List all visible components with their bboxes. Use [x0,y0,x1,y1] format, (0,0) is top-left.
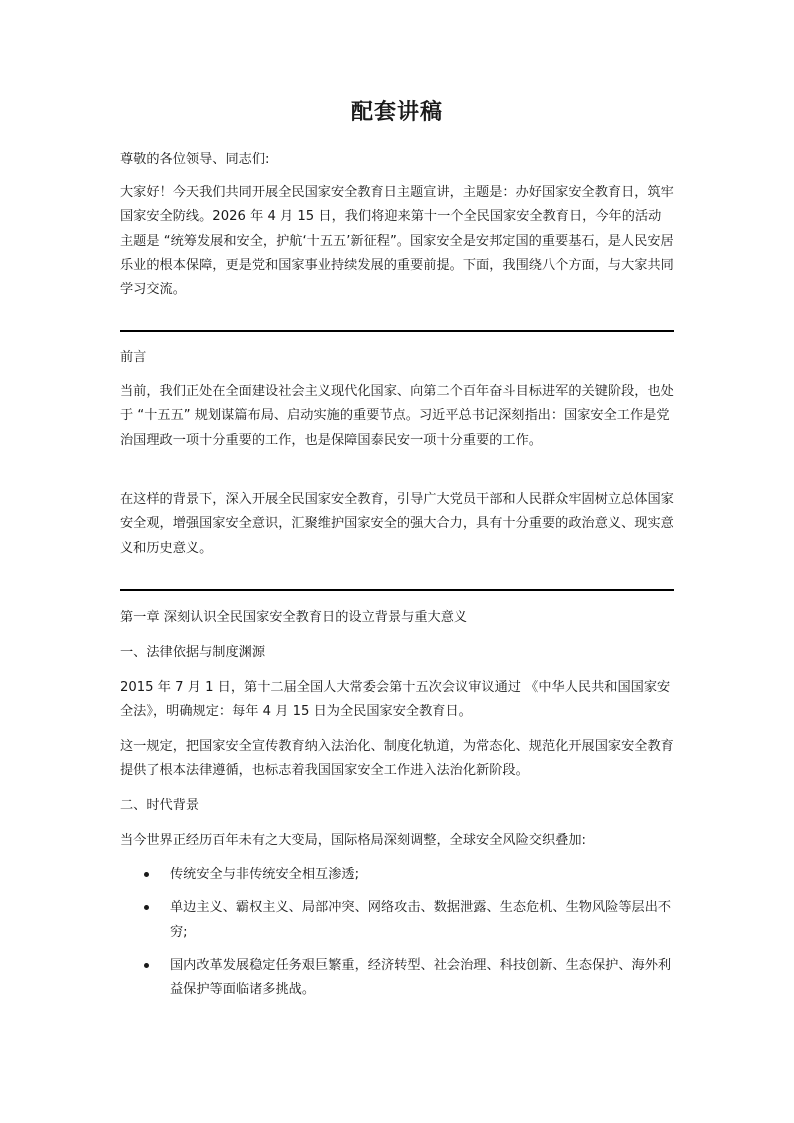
section-paragraph: 当今世界正经历百年未有之大变局，国际格局深刻调整，全球安全风险交织叠加: [120,833,587,848]
page-title: 配套讲稿 [350,100,443,125]
divider [120,330,674,332]
section-paragraph: 2015 年 7 月 1 日，第十二届全国人大常委会第十五次会议审议通过 《中华人民共和国国家安全法》，明确规定：每年 4 月 15 日为全民国家安全教育日。 [120,680,671,720]
greeting: 尊敬的各位领导、同志们: [120,152,270,167]
section-heading: 二、时代背景 [120,798,200,813]
bullet-icon [144,872,149,877]
divider [120,589,674,591]
bullet-icon [144,963,149,968]
bullet-list [120,863,674,1011]
bullet-icon [144,905,149,910]
preface-heading: 前言 [120,350,147,365]
list-item-text: 传统安全与非传统安全相互渗透; [170,867,360,882]
preface-paragraph-1: 当前，我们正处在全面建设社会主义现代化国家、向第二个百年奋斗目标进军的关键阶段，也处于 “十五五” 规划谋篇布局、启动实施的重要节点。习近平总书记深刻指出：国家安全工作是党治国理政一项十分重要的工作，也是保障国泰民安一项十分重要的工作。 [120,384,674,448]
section-heading: 一、法律依据与制度渊源 [120,645,266,660]
section-paragraph: 这一规定，把国家安全宣传教育纳入法治化、制度化轨道，为常态化、规范化开展国家安全教育提供了根本法律遵循，也标志着我国国家安全工作进入法治化新阶段。 [120,739,674,779]
list-item-text: 单边主义、霸权主义、局部冲突、网络攻击、数据泄露、生态危机、生物风险等层出不穷; [170,900,672,940]
intro-paragraph: 大家好！今天我们共同开展全民国家安全教育日主题宣讲，主题是：办好国家安全教育日，筑牢国家安全防线。2026 年 4 月 15 日，我们将迎来第十一个全民国家安全教育日，今年的活动主题是 “统筹发展和安全，护航‘十五五’新征程”。国家安全是安邦定国的重要基石，是人民安居乐业的根本保障，更是党和国家事业持续发展的重要前提。下面，我围绕八个方面，与大家共同学习交流。 [120,185,674,298]
list-item [120,954,674,1003]
list-item-text: 国内改革发展稳定任务艰巨繁重，经济转型、社会治理、科技创新、生态保护、海外利益保护等面临诸多挑战。 [170,957,672,998]
list-item [120,863,674,887]
list-item [120,896,674,945]
chapter-heading: 第一章 深刻认识全民国家安全教育日的设立背景与重大意义 [120,610,468,625]
preface-paragraph-2: 在这样的背景下，深入开展全民国家安全教育，引导广大党员干部和人民群众牢固树立总体国家安全观，增强国家安全意识，汇聚维护国家安全的强大合力，具有十分重要的政治意义、现实意义和历史意义。 [120,492,674,556]
